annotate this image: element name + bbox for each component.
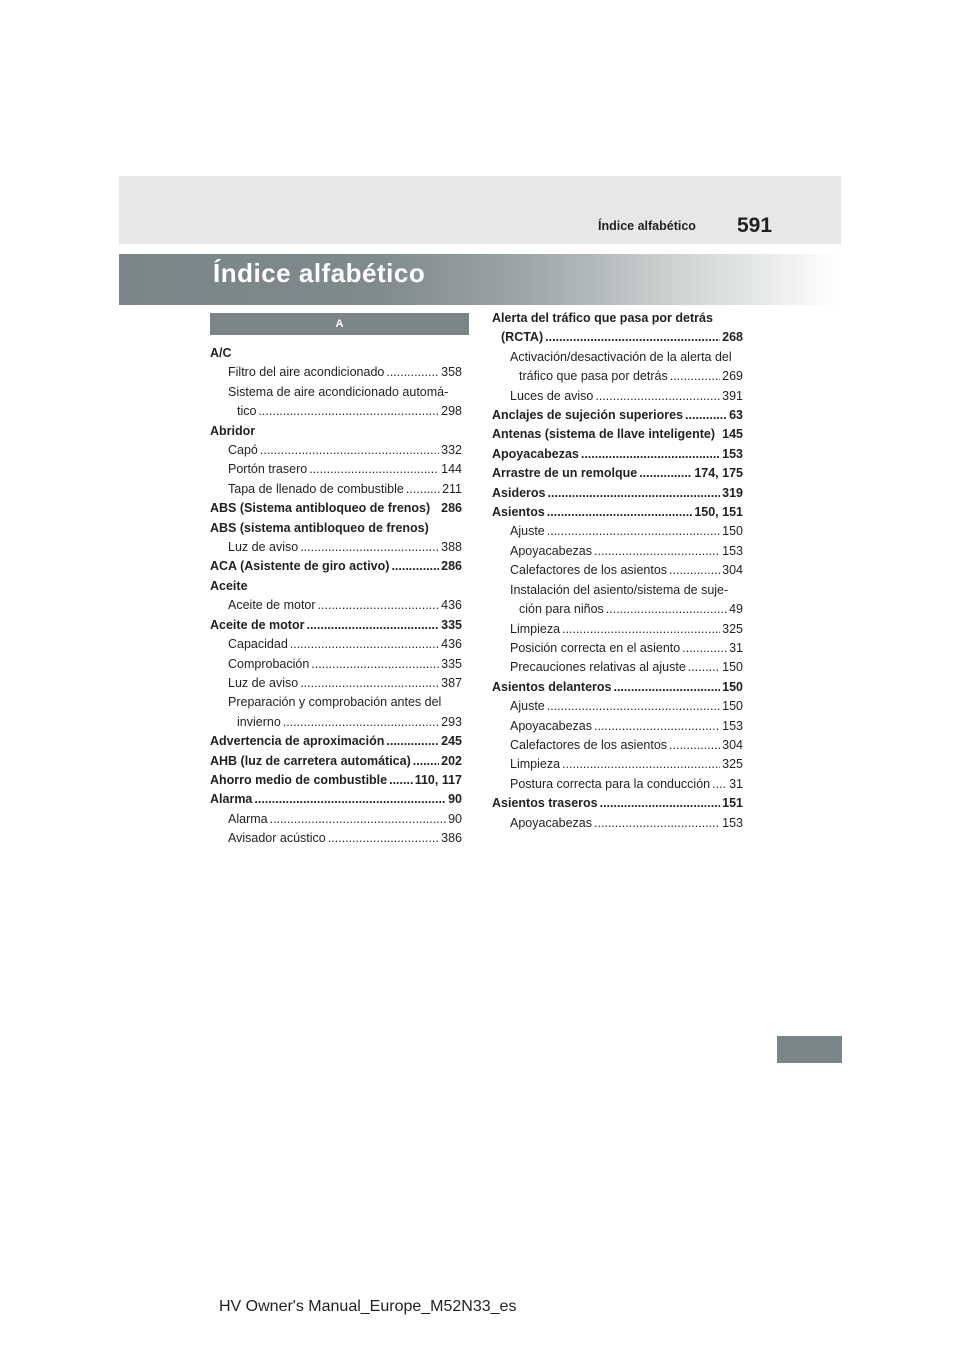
index-entry-text: Tapa de llenado de combustible: [228, 481, 404, 496]
index-entry-text: ACA (Asistente de giro activo): [210, 559, 390, 574]
index-entry-text: Asideros: [492, 485, 546, 500]
leader-dots: [562, 620, 720, 639]
index-page-ref: 150: [722, 524, 743, 539]
index-entry-text: Aceite de motor: [228, 598, 316, 613]
index-page-ref: 150, 151: [694, 505, 743, 520]
index-entry: [210, 790, 462, 809]
index-entry: [492, 445, 743, 464]
index-entry-text: tráfico que pasa por detrás: [519, 369, 668, 384]
index-page-ref: 268: [722, 330, 743, 345]
index-subentry: [492, 522, 743, 541]
index-entry-text: Advertencia de aproximación: [210, 734, 385, 749]
index-subentry: [492, 367, 743, 386]
page-title: Índice alfabético: [213, 258, 426, 288]
index-entry-text: ABS (sistema antibloqueo de frenos): [210, 520, 429, 535]
index-subentry: [492, 775, 743, 794]
leader-dots: [547, 522, 720, 541]
index-entry-text: Ajuste: [510, 699, 545, 714]
index-page-ref: 153: [722, 543, 743, 558]
leader-dots: [688, 658, 720, 677]
leader-dots: [545, 328, 720, 347]
index-entry: [210, 499, 462, 518]
leader-dots: [600, 794, 721, 813]
index-entry-text: Antenas (sistema de llave inteligente): [492, 427, 715, 442]
index-entry: [210, 752, 462, 771]
leader-dots: [300, 538, 439, 557]
index-subentry: [492, 600, 743, 619]
index-page-ref: 211: [442, 481, 462, 496]
index-entry-text: Instalación del asiento/sistema de suje-: [510, 582, 729, 597]
index-entry-text: Apoyacabezas: [510, 815, 593, 830]
index-entry: [210, 616, 462, 635]
leader-dots: [306, 616, 439, 635]
index-entry: [492, 309, 743, 328]
index-page-ref: 90: [448, 811, 462, 826]
leader-dots: [318, 596, 440, 615]
index-page-ref: 391: [722, 388, 743, 403]
index-entry-text: A/C: [210, 346, 232, 360]
index-subentry: [210, 460, 462, 479]
index-subentry: [210, 829, 462, 848]
index-page-ref: 174, 175: [694, 466, 743, 481]
leader-dots: [548, 484, 721, 503]
index-entry-text: AHB (luz de carretera automática): [210, 753, 411, 768]
index-page-ref: 145: [722, 427, 743, 442]
index-page-ref: 245: [441, 734, 462, 749]
leader-dots: [595, 387, 720, 406]
index-page-ref: 387: [441, 675, 462, 690]
index-entry: [492, 425, 743, 444]
index-entry-text: Alerta del tráfico que pasa por detrás: [492, 311, 713, 325]
leader-dots: [391, 557, 439, 576]
index-subentry: [492, 736, 743, 755]
index-subentry: [210, 538, 462, 557]
index-subentry: [210, 810, 462, 829]
index-page-ref: 150: [722, 699, 743, 714]
index-page-ref: 332: [441, 443, 462, 458]
index-entry: [492, 484, 743, 503]
index-entry-text: Precauciones relativas al ajuste: [510, 660, 686, 675]
index-subentry: [492, 348, 743, 367]
index-page-ref: 90: [448, 792, 462, 807]
index-entry-text: Luces de aviso: [510, 388, 594, 403]
index-subentry: [210, 655, 462, 674]
index-subentry: [492, 387, 743, 406]
index-page-ref: 49: [729, 602, 743, 617]
index-entry-text: Filtro del aire acondicionado: [228, 365, 385, 380]
index-page-ref: 304: [722, 563, 743, 578]
index-entry-text: Aceite de motor: [210, 617, 305, 632]
index-page-ref: 286: [441, 559, 462, 574]
leader-dots: [386, 732, 439, 751]
index-page-ref: 335: [441, 617, 462, 632]
index-subentry: [210, 480, 462, 499]
index-entry: [492, 503, 743, 522]
index-entry-text: Ajuste: [510, 524, 545, 539]
leader-dots: [594, 814, 720, 833]
index-subentry: [210, 693, 462, 712]
index-entry-text: Apoyacabezas: [492, 446, 579, 461]
index-entry-text: Ahorro medio de combustible: [210, 772, 388, 787]
index-subentry: [210, 441, 462, 460]
leader-dots: [613, 678, 720, 697]
index-subentry: [492, 542, 743, 561]
index-subentry: [210, 635, 462, 654]
index-subentry: [492, 581, 743, 600]
index-entry-text: Alarma: [228, 811, 268, 826]
index-entry-text: Sistema de aire acondicionado automá-: [228, 384, 449, 399]
leader-dots: [270, 810, 447, 829]
index-entry: [492, 328, 743, 347]
index-entry-text: Limpieza: [510, 757, 561, 772]
index-entry-text: Arrastre de un remolque: [492, 466, 638, 481]
index-page-ref: 151: [722, 796, 743, 811]
index-page-ref: 63: [729, 408, 743, 423]
index-entry: [492, 464, 743, 483]
index-page-ref: 358: [441, 365, 462, 380]
index-page-ref: 286: [441, 501, 462, 516]
index-subentry: [210, 713, 462, 732]
index-page-ref: 436: [441, 598, 462, 613]
index-entry: [210, 771, 462, 790]
index-entry-text: Anclajes de sujeción superiores: [492, 408, 684, 423]
leader-dots: [283, 713, 439, 732]
index-subentry: [492, 697, 743, 716]
index-subentry: [210, 383, 462, 402]
footer-manual-id: HV Owner's Manual_Europe_M52N33_es: [219, 1298, 517, 1315]
index-page-ref: 386: [441, 831, 462, 846]
header-band: [119, 176, 841, 244]
index-page-ref: 110, 117: [414, 772, 462, 787]
index-subentry: [492, 814, 743, 833]
index-page-ref: 153: [722, 718, 743, 733]
index-entry-text: Asientos delanteros: [492, 679, 612, 694]
index-page-ref: 153: [722, 815, 743, 830]
leader-dots: [290, 635, 439, 654]
index-entry-text: Apoyacabezas: [510, 718, 593, 733]
index-entry-text: Comprobación: [228, 656, 310, 671]
index-subentry: [492, 620, 743, 639]
leader-dots: [547, 697, 720, 716]
index-page-ref: 202: [441, 753, 462, 768]
leader-dots: [594, 717, 720, 736]
leader-dots: [413, 752, 439, 771]
index-entry-text: Abridor: [210, 423, 256, 438]
index-entry-text: Luz de aviso: [228, 675, 299, 690]
leader-dots: [328, 829, 439, 848]
index-page-ref: 144: [441, 462, 462, 477]
index-page-ref: 31: [729, 640, 743, 655]
leader-dots: [581, 445, 720, 464]
section-tab-marker: [777, 1036, 842, 1063]
index-entry-text: ción para niños: [519, 602, 604, 617]
index-entry: [210, 519, 462, 538]
index-page-ref: 304: [722, 737, 743, 752]
index-entry-text: Limpieza: [510, 621, 561, 636]
index-entry-text: Capacidad: [228, 637, 288, 652]
letter-heading: A: [210, 313, 469, 335]
index-subentry: [492, 639, 743, 658]
index-entry-text: Aceite: [210, 578, 248, 593]
index-subentry: [492, 755, 743, 774]
index-entry-text: Activación/desactivación de la alerta del: [510, 349, 732, 364]
index-entry: [210, 557, 462, 576]
running-header-title: Índice alfabético: [598, 219, 696, 233]
index-entry: [210, 422, 462, 441]
index-column-right: [492, 309, 743, 833]
leader-dots: [260, 441, 439, 460]
index-entry-text: Asientos traseros: [492, 796, 598, 811]
index-subentry: [492, 658, 743, 677]
index-entry-text: Calefactores de los asientos: [510, 563, 668, 578]
index-page-ref: 31: [729, 776, 743, 791]
index-entry-text: Asientos: [492, 505, 545, 520]
index-entry-text: Calefactores de los asientos: [510, 737, 668, 752]
index-entry: [492, 794, 743, 813]
index-entry-text: Capó: [228, 443, 258, 458]
leader-dots: [669, 736, 720, 755]
index-entry-text: Luz de aviso: [228, 540, 299, 555]
leader-dots: [712, 775, 727, 794]
index-entry-text: Alarma: [210, 792, 253, 807]
index-entry-text: invierno: [237, 714, 281, 729]
index-entry: [210, 577, 462, 596]
leader-dots: [606, 600, 727, 619]
leader-dots: [639, 464, 692, 483]
leader-dots: [406, 480, 440, 499]
leader-dots: [547, 503, 693, 522]
index-page-ref: 436: [441, 637, 462, 652]
index-subentry: [210, 402, 462, 421]
page-number: 591: [737, 214, 773, 237]
index-entry-text: Preparación y comprobación antes del: [228, 695, 442, 710]
index-subentry: [492, 717, 743, 736]
index-subentry: [210, 596, 462, 615]
index-page-ref: 325: [722, 621, 743, 636]
index-entry-text: Avisador acústico: [228, 831, 326, 846]
index-subentry: [492, 561, 743, 580]
leader-dots: [670, 367, 720, 386]
index-entry-text: tico: [237, 404, 257, 419]
leader-dots: [300, 674, 439, 693]
index-page-ref: 388: [441, 540, 462, 555]
index-entry-text: Posición correcta en el asiento: [510, 640, 681, 655]
index-entry-text: Apoyacabezas: [510, 543, 593, 558]
index-entry-text: (RCTA): [501, 330, 544, 345]
index-page-ref: 335: [441, 656, 462, 671]
leader-dots: [669, 561, 720, 580]
index-page-ref: 153: [722, 446, 743, 461]
leader-dots: [309, 460, 439, 479]
leader-dots: [685, 406, 727, 425]
leader-dots: [258, 402, 439, 421]
index-entry-text: ABS (Sistema antibloqueo de frenos): [210, 501, 431, 516]
leader-dots: [389, 771, 413, 790]
leader-dots: [682, 639, 727, 658]
index-column-left: [210, 344, 462, 849]
index-subentry: [210, 674, 462, 693]
index-page-ref: 298: [441, 404, 462, 419]
leader-dots: [254, 790, 446, 809]
index-entry-text: Postura correcta para la conducción: [510, 776, 711, 791]
index-page-ref: 150: [722, 660, 743, 675]
index-entry: [492, 406, 743, 425]
index-page-ref: 269: [722, 369, 743, 384]
leader-dots: [386, 363, 439, 382]
index-page-ref: 150: [722, 679, 743, 694]
index-entry: [210, 344, 462, 363]
leader-dots: [594, 542, 720, 561]
index-subentry: [210, 363, 462, 382]
index-entry: [210, 732, 462, 751]
index-entry: [492, 678, 743, 697]
leader-dots: [562, 755, 720, 774]
index-page-ref: 325: [722, 757, 743, 772]
index-entry-text: Portón trasero: [228, 462, 308, 477]
leader-dots: [311, 655, 439, 674]
index-page-ref: 319: [722, 485, 743, 500]
index-page-ref: 293: [441, 714, 462, 729]
